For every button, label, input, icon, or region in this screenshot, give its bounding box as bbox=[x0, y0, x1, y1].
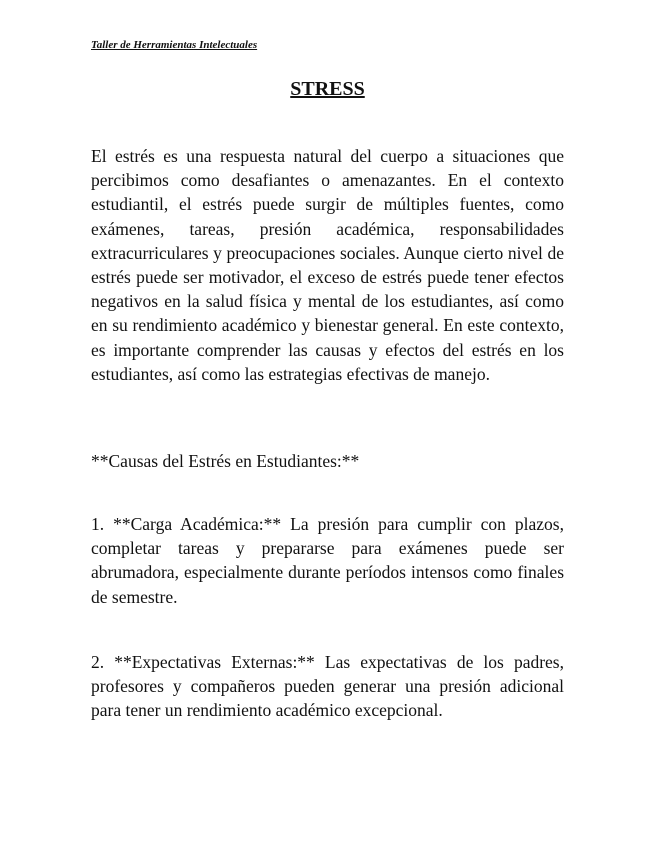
cause-item-2: 2. **Expectativas Externas:** Las expectativas de los padres, profesores y compañeros pueden generar una presión adicional para tener un rendimiento académico excepcional. bbox=[91, 652, 564, 721]
document-title: STRESS bbox=[290, 78, 365, 100]
causes-heading: **Causas del Estrés en Estudiantes:** bbox=[91, 451, 360, 471]
running-header: Taller de Herramientas Intelectuales bbox=[91, 39, 258, 51]
cause-item-1: 1. **Carga Académica:** La presión para cumplir con plazos, completar tareas y prepararse para exámenes puede ser abrumadora, especialmente durante períodos intensos como finales de semestre. bbox=[91, 514, 564, 607]
intro-paragraph: El estrés es una respuesta natural del cuerpo a situaciones que percibimos como desafiantes o amenazantes. En el contexto estudiantil, el estrés puede surgir de múltiples fuentes, como exámenes, tareas, presión académica, responsabilidades extracurriculares y preocupaciones sociales. Aunque cierto nivel de estrés puede ser motivador, el exceso de estrés puede tener efectos negativos en la salud física y mental de los estudiantes, así como en su rendimiento académico y bienestar general. En este contexto, es importante comprender las causas y efectos del estrés en los estudiantes, así como las estrategias efectivas de manejo. bbox=[91, 146, 564, 384]
